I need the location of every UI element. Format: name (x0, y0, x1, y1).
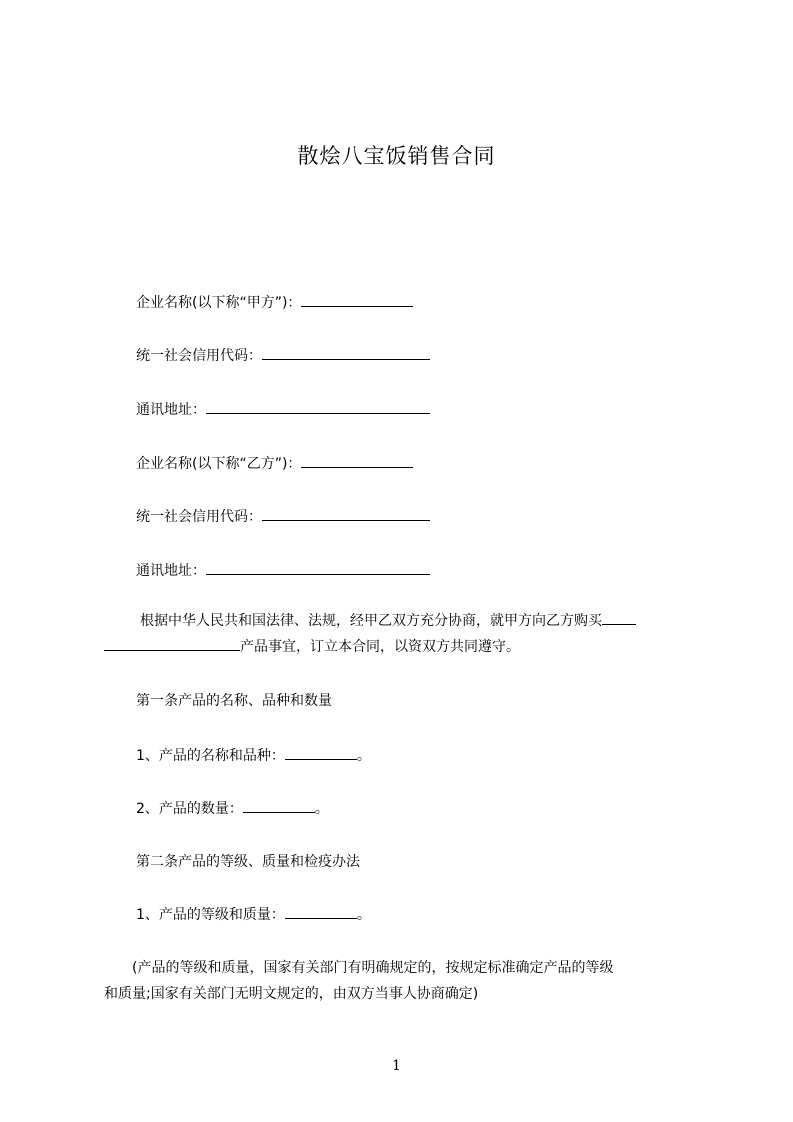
article-2-item-1-period: 。 (356, 907, 371, 923)
article-2-item-1-label: 1、产品的等级和质量： (136, 907, 285, 923)
party-b-name-line (136, 453, 413, 474)
party-a-code-line (136, 345, 430, 366)
page-number: 1 (392, 1058, 401, 1074)
party-b-code-label: 统一社会信用代码： (136, 509, 262, 525)
party-b-code-blank (262, 506, 430, 521)
party-b-address-blank (206, 560, 430, 575)
article-1-item-1-label: 1、产品的名称和品种： (136, 748, 285, 764)
intro-text-1: 根据中华人民共和国法律、法规，经甲乙双方充分协商，就甲方向乙方购买 (140, 613, 602, 629)
article-1-item-2-blank (243, 798, 315, 813)
article-1-item-1 (136, 745, 371, 766)
party-b-address-label: 通讯地址： (136, 563, 206, 579)
article-1-item-2-label: 2、产品的数量： (136, 801, 243, 817)
intro-blank-2 (104, 636, 240, 651)
party-b-name-blank (301, 453, 413, 468)
page-title: 散烩八宝饭销售合同 (297, 144, 496, 168)
intro-text-2: 产品事宜，订立本合同，以资双方共同遵守。 (240, 639, 520, 655)
article-1-heading: 第一条产品的名称、品种和数量 (136, 693, 332, 709)
party-b-address-line (136, 560, 430, 581)
article-1-item-2-period: 。 (314, 801, 329, 817)
intro-line-2 (104, 634, 704, 660)
article-1-item-2 (136, 798, 329, 819)
article-2-item-1 (136, 904, 371, 925)
party-a-code-blank (262, 345, 430, 360)
party-a-code-label: 统一社会信用代码： (136, 348, 262, 364)
party-b-name-label: 企业名称(以下称“乙方”)： (136, 456, 302, 472)
party-a-name-label: 企业名称(以下称“甲方”)： (136, 295, 302, 311)
party-a-name-line (136, 292, 413, 313)
party-a-address-label: 通讯地址： (136, 402, 206, 418)
article-1-item-1-blank (285, 745, 357, 760)
article-2-note-line-1: (产品的等级和质量，国家有关部门有明确规定的，按规定标准确定产品的等级 (132, 960, 614, 976)
party-b-code-line (136, 506, 430, 527)
intro-blank-1 (602, 610, 636, 625)
intro-line-1 (104, 608, 704, 634)
article-2-item-1-blank (285, 904, 357, 919)
article-2-note-line-2: 和质量;国家有关部门无明文规定的，由双方当事人协商确定) (104, 986, 479, 1002)
article-2-note (104, 955, 704, 1007)
article-2-heading: 第二条产品的等级、质量和检疫办法 (136, 854, 360, 870)
party-a-address-blank (206, 399, 430, 414)
article-1-item-1-period: 。 (356, 748, 371, 764)
intro-paragraph (104, 608, 704, 660)
party-a-address-line (136, 399, 430, 420)
party-a-name-blank (301, 292, 413, 307)
